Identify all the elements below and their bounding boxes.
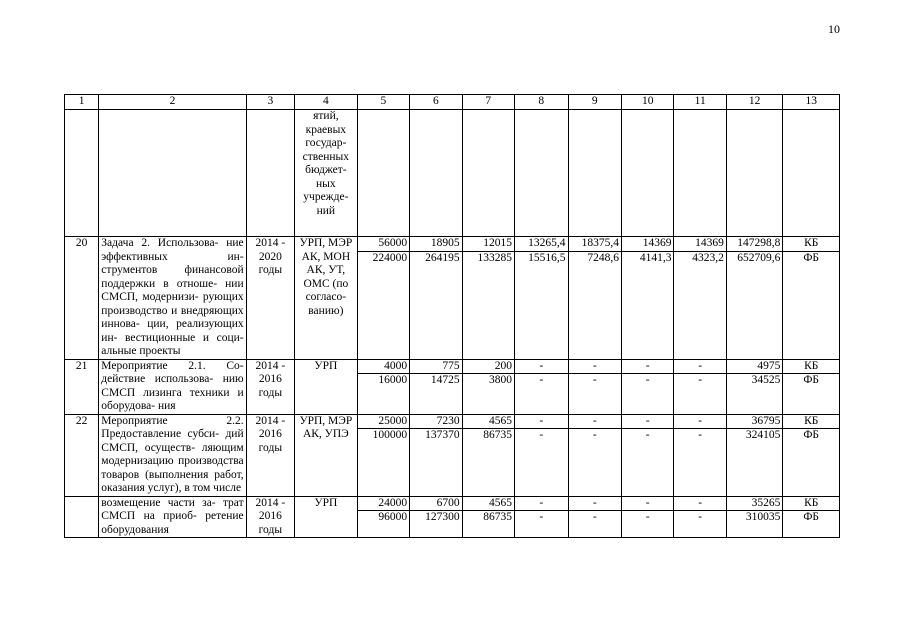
fb-value-cell: - bbox=[515, 374, 568, 415]
fb-value-cell: 86735 bbox=[462, 511, 514, 538]
executor-cell: ятий, краевых государ- ственных бюджет- ных учрежде- ний bbox=[295, 110, 358, 237]
kb-value-cell: 12015 bbox=[462, 237, 514, 252]
kb-value-cell: - bbox=[568, 496, 621, 511]
header-cell: 2 bbox=[99, 95, 246, 110]
fb-value-cell: - bbox=[515, 511, 568, 538]
kb-value-cell: 200 bbox=[462, 359, 514, 374]
fb-value-cell: - bbox=[674, 429, 726, 497]
fb-value-cell: - bbox=[674, 374, 726, 415]
row-years-cell: 2014 - 2016 годы bbox=[246, 359, 294, 414]
kb-value-cell: 35265 bbox=[726, 496, 783, 511]
fb-value-cell: ФБ bbox=[783, 429, 840, 497]
kb-value-cell: 18375,4 bbox=[568, 237, 621, 252]
kb-value-cell: - bbox=[674, 359, 726, 374]
kb-value-cell: 24000 bbox=[357, 496, 409, 511]
header-cell: 8 bbox=[515, 95, 568, 110]
kb-value-cell: 56000 bbox=[357, 237, 409, 252]
table-row bbox=[65, 496, 840, 511]
header-cell: 6 bbox=[410, 95, 462, 110]
row-name-cell: возмещение части за- трат СМСП на приоб- ретение оборудования bbox=[99, 496, 246, 538]
table-row bbox=[65, 414, 840, 429]
header-cell: 7 bbox=[462, 95, 514, 110]
header-cell: 5 bbox=[357, 95, 409, 110]
kb-value-cell: 4975 bbox=[726, 359, 783, 374]
kb-value-cell: - bbox=[568, 414, 621, 429]
fb-value-cell: - bbox=[568, 374, 621, 415]
row-executor-cell: УРП, МЭР АК, УПЭ bbox=[295, 414, 358, 496]
row-number-cell bbox=[65, 496, 99, 538]
kb-value-cell: - bbox=[515, 496, 568, 511]
fb-value-cell: - bbox=[568, 511, 621, 538]
fb-value-cell: 224000 bbox=[357, 251, 409, 359]
kb-value-cell: 7230 bbox=[410, 414, 462, 429]
fb-value-cell: 310035 bbox=[726, 511, 783, 538]
fb-value-cell: - bbox=[621, 374, 673, 415]
kb-value-cell: 14369 bbox=[674, 237, 726, 252]
row-years-cell: 2014 - 2016 годы bbox=[246, 496, 294, 538]
kb-value-cell: - bbox=[515, 359, 568, 374]
header-cell: 12 bbox=[726, 95, 783, 110]
kb-value-cell: 4565 bbox=[462, 414, 514, 429]
header-cell: 1 bbox=[65, 95, 99, 110]
header-cell: 4 bbox=[295, 95, 358, 110]
kb-value-cell: - bbox=[621, 496, 673, 511]
row-name-cell: Мероприятие 2.2. Предоставление субси- дий СМСП, осуществ- ляющим модернизацию производства товаров (выполнения работ, оказания услуг), в том числе bbox=[99, 414, 246, 496]
page-number: 10 bbox=[828, 22, 840, 36]
row-number-cell: 20 bbox=[65, 237, 99, 360]
row-executor-cell: УРП bbox=[295, 496, 358, 538]
kb-value-cell: - bbox=[621, 414, 673, 429]
header-cell: 11 bbox=[674, 95, 726, 110]
fb-value-cell: - bbox=[568, 429, 621, 497]
row-executor-cell: УРП, МЭР АК, МОН АК, УТ, ОМС (по согласо- ванию) bbox=[295, 237, 358, 360]
fb-value-cell: 3800 bbox=[462, 374, 514, 415]
fb-value-cell: 14725 bbox=[410, 374, 462, 415]
kb-value-cell: - bbox=[674, 496, 726, 511]
kb-value-cell: 4565 bbox=[462, 496, 514, 511]
table-row bbox=[65, 359, 840, 374]
header-cell: 13 bbox=[783, 95, 840, 110]
header-cell: 9 bbox=[568, 95, 621, 110]
kb-value-cell: 13265,4 bbox=[515, 237, 568, 252]
fb-value-cell: ФБ bbox=[783, 511, 840, 538]
row-executor-cell: УРП bbox=[295, 359, 358, 414]
kb-value-cell: - bbox=[621, 359, 673, 374]
fb-value-cell: ФБ bbox=[783, 251, 840, 359]
kb-value-cell: 147298,8 bbox=[726, 237, 783, 252]
table-row bbox=[65, 237, 840, 252]
fb-value-cell: 133285 bbox=[462, 251, 514, 359]
fb-value-cell: 86735 bbox=[462, 429, 514, 497]
kb-value-cell: 36795 bbox=[726, 414, 783, 429]
header-cell: 3 bbox=[246, 95, 294, 110]
kb-value-cell: 4000 bbox=[357, 359, 409, 374]
fb-value-cell: 100000 bbox=[357, 429, 409, 497]
fb-value-cell: 34525 bbox=[726, 374, 783, 415]
row-number-cell: 21 bbox=[65, 359, 99, 414]
kb-value-cell: КБ bbox=[783, 237, 840, 252]
fb-value-cell: - bbox=[621, 511, 673, 538]
fb-value-cell: 7248,6 bbox=[568, 251, 621, 359]
fb-value-cell: 15516,5 bbox=[515, 251, 568, 359]
row-name-cell: Мероприятие 2.1. Со- действие использова- нию СМСП лизинга техники и оборудова- ния bbox=[99, 359, 246, 414]
kb-value-cell: КБ bbox=[783, 414, 840, 429]
fb-value-cell: 127300 bbox=[410, 511, 462, 538]
fb-value-cell: - bbox=[515, 429, 568, 497]
fb-value-cell: 4323,2 bbox=[674, 251, 726, 359]
kb-value-cell: - bbox=[515, 414, 568, 429]
kb-value-cell: - bbox=[568, 359, 621, 374]
row-number-cell: 22 bbox=[65, 414, 99, 496]
fb-value-cell: ФБ bbox=[783, 374, 840, 415]
fb-value-cell: 652709,6 bbox=[726, 251, 783, 359]
kb-value-cell: КБ bbox=[783, 359, 840, 374]
fb-value-cell: 137370 bbox=[410, 429, 462, 497]
header-cell: 10 bbox=[621, 95, 673, 110]
fb-value-cell: 96000 bbox=[357, 511, 409, 538]
kb-value-cell: 25000 bbox=[357, 414, 409, 429]
fb-value-cell: 264195 bbox=[410, 251, 462, 359]
row-name-cell: Задача 2. Использова- ние эффективных ин- струментов финансовой поддержки в отноше- нии СМСП, модернизи- рующих производство и внедряющих иннова- ции, реализующих ин- вестиционные и соци- альные проекты bbox=[99, 237, 246, 360]
kb-value-cell: - bbox=[674, 414, 726, 429]
kb-value-cell: 6700 bbox=[410, 496, 462, 511]
row-years-cell: 2014 - 2016 годы bbox=[246, 414, 294, 496]
row-years-cell: 2014 - 2020 годы bbox=[246, 237, 294, 360]
fb-value-cell: 16000 bbox=[357, 374, 409, 415]
kb-value-cell: 18905 bbox=[410, 237, 462, 252]
program-table bbox=[64, 94, 840, 538]
fb-value-cell: - bbox=[621, 429, 673, 497]
kb-value-cell: КБ bbox=[783, 496, 840, 511]
header-row bbox=[65, 95, 840, 110]
fb-value-cell: 4141,3 bbox=[621, 251, 673, 359]
kb-value-cell: 14369 bbox=[621, 237, 673, 252]
fb-value-cell: 324105 bbox=[726, 429, 783, 497]
continuation-row bbox=[65, 110, 840, 237]
fb-value-cell: - bbox=[674, 511, 726, 538]
kb-value-cell: 775 bbox=[410, 359, 462, 374]
